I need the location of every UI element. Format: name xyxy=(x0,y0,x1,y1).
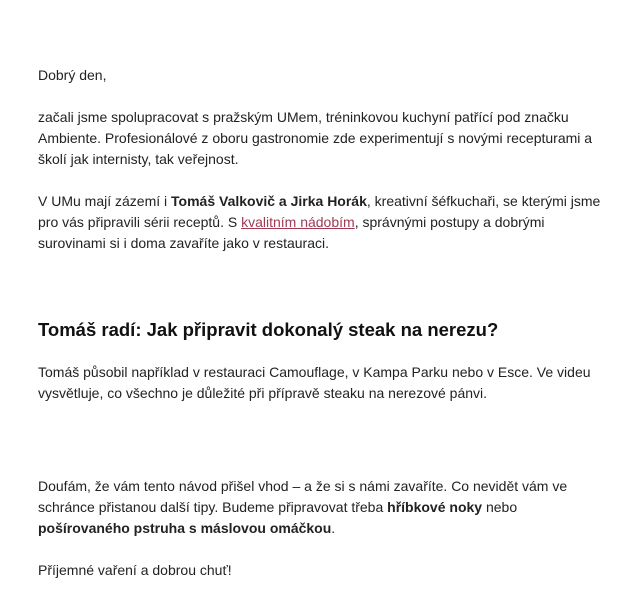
chefs-prefix: V UMu mají zázemí i xyxy=(38,193,172,209)
section-heading: Tomáš radí: Jak připravit dokonalý steak na nerezu? xyxy=(38,319,499,340)
chefs-paragraph xyxy=(38,191,608,254)
greeting: Dobrý den, xyxy=(38,67,107,83)
outro-middle: nebo xyxy=(482,499,518,515)
outro-suffix: . xyxy=(331,520,336,536)
recipe-trout: pošírovaného pstruha s máslovou omáčkou xyxy=(38,520,332,536)
outro-prefix: Doufám, že vám tento návod přišel vhod – a že si s námi zavaříte. Co nevidět vám ve schránce přistanou další tipy. Budeme připravovat třeba xyxy=(38,478,568,515)
outro-paragraph xyxy=(38,476,608,539)
chef-names: Tomáš Valkovič a Jirka Horák xyxy=(171,193,367,209)
recipe-gnocchi: hříbkové noky xyxy=(387,499,483,515)
signoff: Příjemné vaření a dobrou chuť! xyxy=(38,562,232,578)
tomas-paragraph: Tomáš působil například v restauraci Camouflage, v Kampa Parku nebo v Esce. Ve videu vysvětluje, co všechno je důležité při přípravě steaku na nerezové pánvi. xyxy=(38,364,591,401)
chefs-middle: , kreativní šéfkuchaři, se kterými jsme pro vás připravili sérii receptů. S xyxy=(38,193,601,230)
cookware-link[interactable]: kvalitním nádobím xyxy=(241,214,355,230)
chefs-suffix: , správnými postupy a dobrými surovinami si i doma zavaříte jako v restauraci. xyxy=(38,214,545,251)
intro-paragraph: začali jsme spolupracovat s pražským UMem, tréninkovou kuchyní patřící pod značku Ambiente. Profesionálové z oboru gastronomie zde experimentují s novými recepturami a školí jak internisty, tak veřejnost. xyxy=(38,109,593,167)
